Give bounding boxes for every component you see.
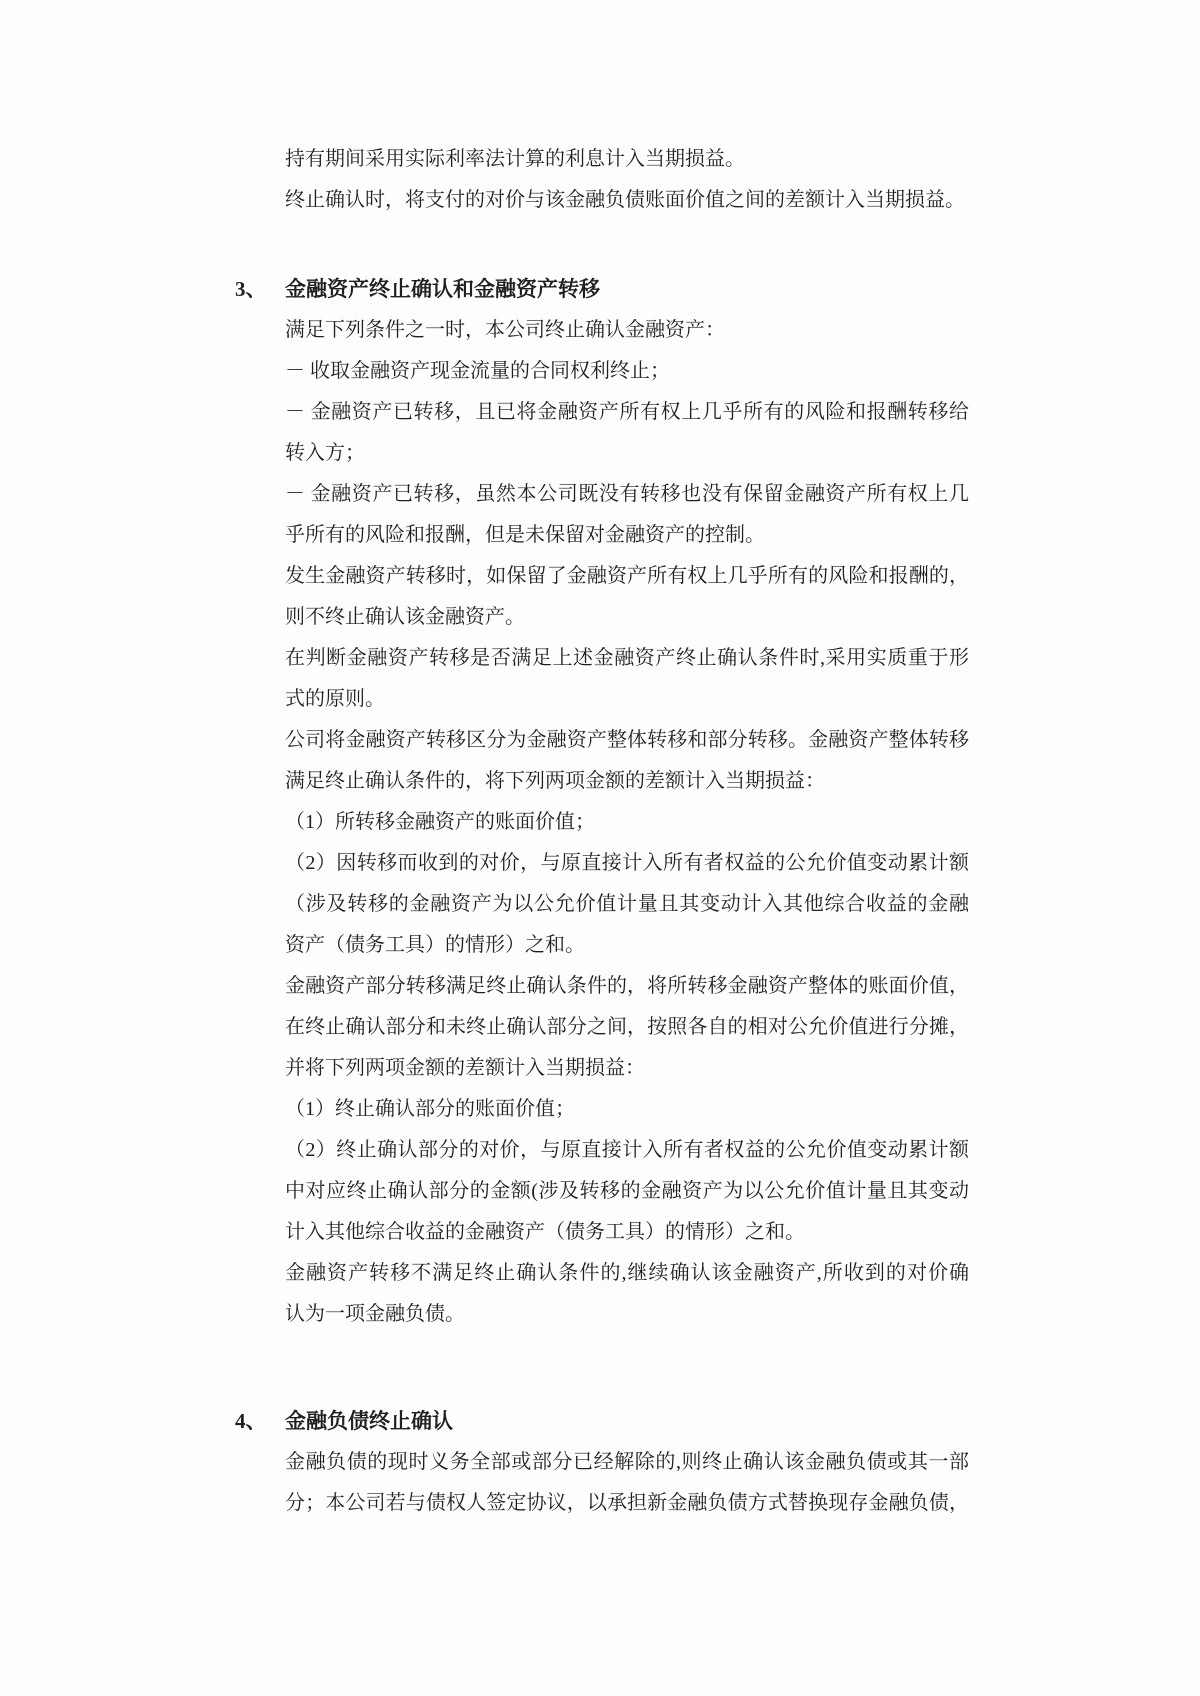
text-line: 则不终止确认该金融资产。 <box>285 606 525 628</box>
page-content <box>235 139 969 1524</box>
text-line: 发生金融资产转移时，如保留了金融资产所有权上几乎所有的风险和报酬的， <box>285 565 969 587</box>
section-4 <box>235 1401 969 1524</box>
text-line: 持有期间采用实际利率法计算的利息计入当期损益。 <box>285 148 745 170</box>
text-line: － 金融资产已转移，虽然本公司既没有转移也没有保留金融资产所有权上几 <box>285 483 969 505</box>
intro-paragraph <box>285 139 969 221</box>
text-line: （2）因转移而收到的对价，与原直接计入所有者权益的公允价值变动累计额 <box>285 852 969 874</box>
text-line: 金融资产转移不满足终止确认条件的,继续确认该金融资产,所收到的对价确 <box>285 1262 969 1284</box>
text-line: 在终止确认部分和未终止确认部分之间，按照各自的相对公允价值进行分摊， <box>285 1016 969 1038</box>
section-number: 4、 <box>235 1409 267 1433</box>
text-line: 金融负债的现时义务全部或部分已经解除的,则终止确认该金融负债或其一部 <box>285 1451 969 1473</box>
text-line: （涉及转移的金融资产为以公允价值计量且其变动计入其他综合收益的金融 <box>285 893 969 915</box>
section-heading <box>235 1401 969 1442</box>
section-3 <box>235 269 969 1335</box>
text-line: 计入其他综合收益的金融资产（债务工具）的情形）之和。 <box>285 1221 805 1243</box>
text-line: 资产（债务工具）的情形）之和。 <box>285 934 585 956</box>
text-line: 在判断金融资产转移是否满足上述金融资产终止确认条件时,采用实质重于形 <box>285 647 969 669</box>
section-title: 金融资产终止确认和金融资产转移 <box>285 277 600 301</box>
text-line: 认为一项金融负债。 <box>285 1303 465 1325</box>
text-line: － 金融资产已转移，且已将金融资产所有权上几乎所有的风险和报酬转移给 <box>285 401 969 423</box>
text-line: 式的原则。 <box>285 688 385 710</box>
section-number: 3、 <box>235 277 267 301</box>
text-line: 终止确认时，将支付的对价与该金融负债账面价值之间的差额计入当期损益。 <box>285 189 965 211</box>
text-line: 并将下列两项金额的差额计入当期损益： <box>285 1057 645 1079</box>
text-line: （1）所转移金融资产的账面价值； <box>285 811 595 833</box>
text-line: － 收取金融资产现金流量的合同权利终止； <box>285 360 670 382</box>
text-line: （1）终止确认部分的账面价值； <box>285 1098 575 1120</box>
text-line: （2）终止确认部分的对价，与原直接计入所有者权益的公允价值变动累计额 <box>285 1139 969 1161</box>
text-line: 转入方； <box>285 442 365 464</box>
sections <box>235 269 969 1524</box>
text-line: 分；本公司若与债权人签定协议，以承担新金融负债方式替换现存金融负债， <box>285 1492 969 1514</box>
section-heading <box>235 269 969 310</box>
text-line: 满足终止确认条件的，将下列两项金额的差额计入当期损益： <box>285 770 825 792</box>
text-line: 乎所有的风险和报酬，但是未保留对金融资产的控制。 <box>285 524 765 546</box>
text-line: 金融资产部分转移满足终止确认条件的，将所转移金融资产整体的账面价值， <box>285 975 969 997</box>
text-line: 公司将金融资产转移区分为金融资产整体转移和部分转移。金融资产整体转移 <box>285 729 969 751</box>
text-line: 中对应终止确认部分的金额(涉及转移的金融资产为以公允价值计量且其变动 <box>285 1180 969 1202</box>
text-line: 满足下列条件之一时，本公司终止确认金融资产： <box>285 319 725 341</box>
section-title: 金融负债终止确认 <box>285 1409 453 1433</box>
